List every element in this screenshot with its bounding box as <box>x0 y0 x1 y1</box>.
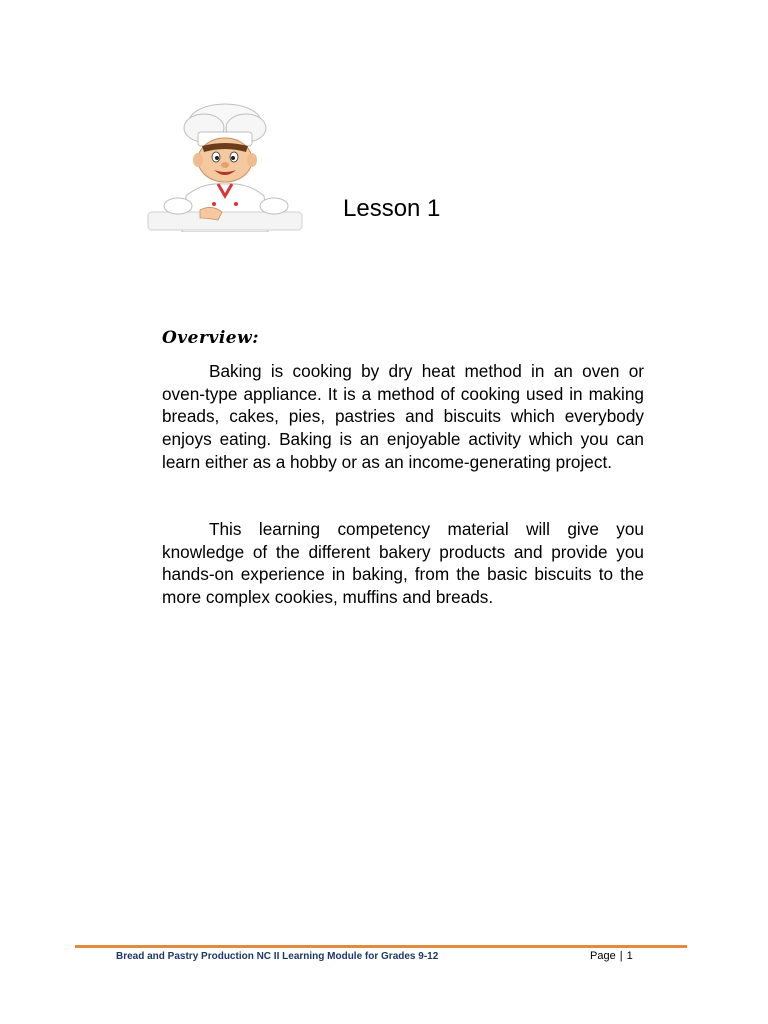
overview-paragraph-1: Baking is cooking by dry heat method in an oven or oven-type appliance. It is a method of cooking used in making breads, cakes, pies, pastries and biscuits which everybody enjoys eating. Baking is an enjoyable activity which you can learn either as a hobby or as an income-generating project. <box>162 361 644 472</box>
footer-module-title: Bread and Pastry Production NC II Learning Module for Grades 9-12 <box>116 951 439 962</box>
overview-heading: Overview: <box>162 328 260 348</box>
overview-paragraph-2: This learning competency material will give you knowledge of the different bakery products and provide you hands-on experience in baking, from the basic biscuits to the more complex cookies, muffins and breads. <box>162 519 644 608</box>
footer-divider <box>75 945 687 948</box>
chef-illustration <box>142 100 308 232</box>
lesson-title: Lesson 1 <box>343 195 441 222</box>
page-number: Page | 1 <box>590 950 633 962</box>
